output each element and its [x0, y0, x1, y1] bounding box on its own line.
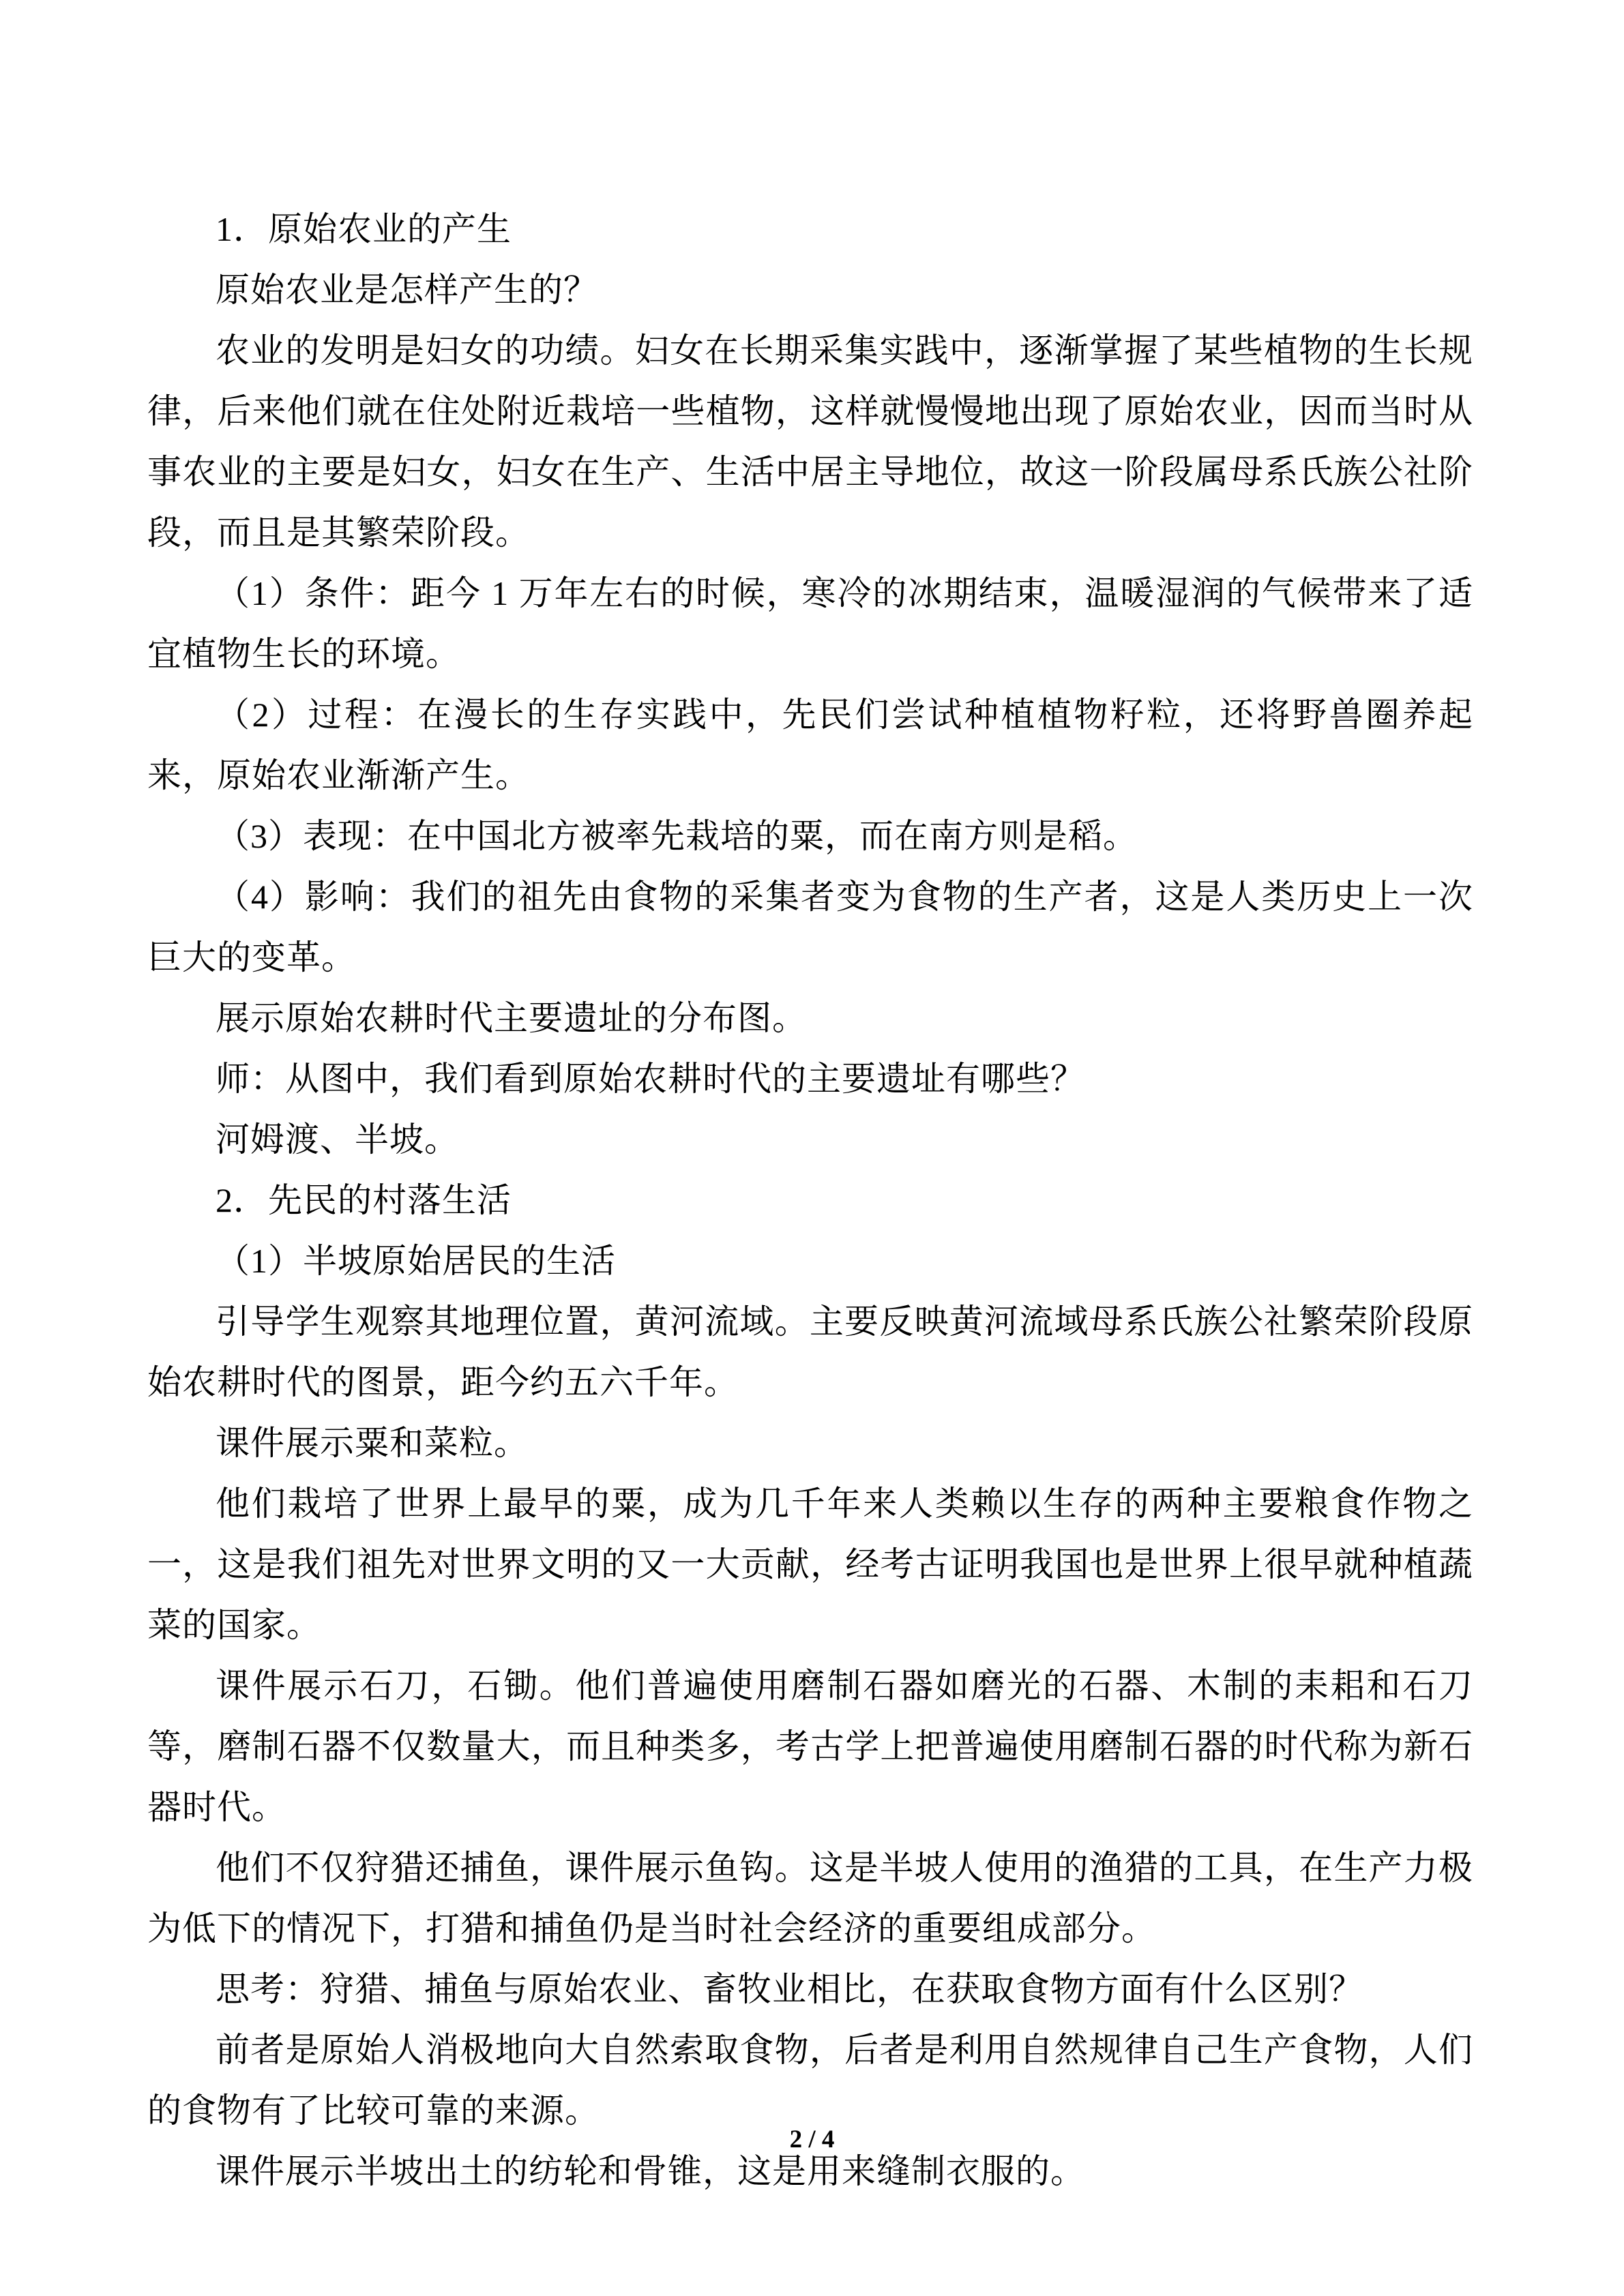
paragraph-teacher-question: 师：从图中，我们看到原始农耕时代的主要遗址有哪些？	[216, 1060, 1085, 1098]
paragraph-courseware-millet: 课件展示粟和菜粒。	[216, 1424, 529, 1462]
paragraph-stone-tools: 课件展示石刀，石锄。他们普遍使用磨制石器如磨光的石器、木制的耒耜和石刀等，磨制石器不仅数量大，而且种类多，考古学上把普遍使用磨制石器的时代称为新石器时代。	[147, 1667, 1473, 1826]
paragraph-answer: 河姆渡、半坡。	[216, 1120, 459, 1159]
paragraph-body: 农业的发明是妇女的功绩。妇女在长期采集实践中，逐渐掌握了某些植物的生长规律，后来他们就在住处附近栽培一些植物，这样就慢慢地出现了原始农业，因而当时从事农业的主要是妇女，妇女在生产、生活中居主导地位，故这一阶段属母系氏族公社阶段，而且是其繁荣阶段。	[147, 331, 1473, 552]
paragraph-influence: （4）影响：我们的祖先由食物的采集者变为食物的生产者，这是人类历史上一次巨大的变革。	[147, 878, 1473, 976]
paragraph-geography: 引导学生观察其地理位置，黄河流域。主要反映黄河流域母系氏族公社繁荣阶段原始农耕时代的图景，距今约五六千年。	[147, 1302, 1473, 1401]
paragraph-heading-1: 1．原始农业的产生	[216, 210, 512, 248]
paragraph-spindle: 课件展示半坡出土的纺轮和骨锥，这是用来缝制衣服的。	[216, 2152, 1085, 2190]
paragraph-millet-detail: 他们栽培了世界上最早的粟，成为几千年来人类赖以生存的两种主要粮食作物之一，这是我们祖先对世界文明的又一大贡献，经考古证明我国也是世界上很早就种植蔬菜的国家。	[147, 1485, 1473, 1644]
paragraph-process: （2）过程：在漫长的生存实践中，先民们尝试种植植物籽粒，还将野兽圈养起来，原始农业渐渐产生。	[147, 696, 1473, 794]
page-number: 2 / 4	[789, 2126, 835, 2153]
document-body	[147, 199, 1473, 2202]
paragraph-manifestation: （3）表现：在中国北方被率先栽培的粟，而在南方则是稻。	[216, 817, 1138, 855]
paragraph-thinking-question: 思考：狩猎、捕鱼与原始农业、畜牧业相比，在获取食物方面有什么区别？	[216, 1970, 1363, 2008]
paragraph-question: 原始农业是怎样产生的？	[216, 271, 598, 309]
paragraph-condition: （1）条件：距今 1 万年左右的时候，寒冷的冰期结束，温暖湿润的气候带来了适宜植物生长的环境。	[147, 574, 1473, 673]
paragraph-comparison: 前者是原始人消极地向大自然索取食物，后者是利用自然规律自己生产食物，人们的食物有了比较可靠的来源。	[147, 2031, 1473, 2130]
paragraph-display-map: 展示原始农耕时代主要遗址的分布图。	[216, 999, 807, 1037]
paragraph-subheading: （1）半坡原始居民的生活	[216, 1242, 616, 1280]
paragraph-fishing: 他们不仅狩猎还捕鱼，课件展示鱼钩。这是半坡人使用的渔猎的工具，在生产力极为低下的情况下，打猎和捕鱼仍是当时社会经济的重要组成部分。	[147, 1849, 1473, 1948]
paragraph-heading-2: 2．先民的村落生活	[216, 1181, 512, 1219]
